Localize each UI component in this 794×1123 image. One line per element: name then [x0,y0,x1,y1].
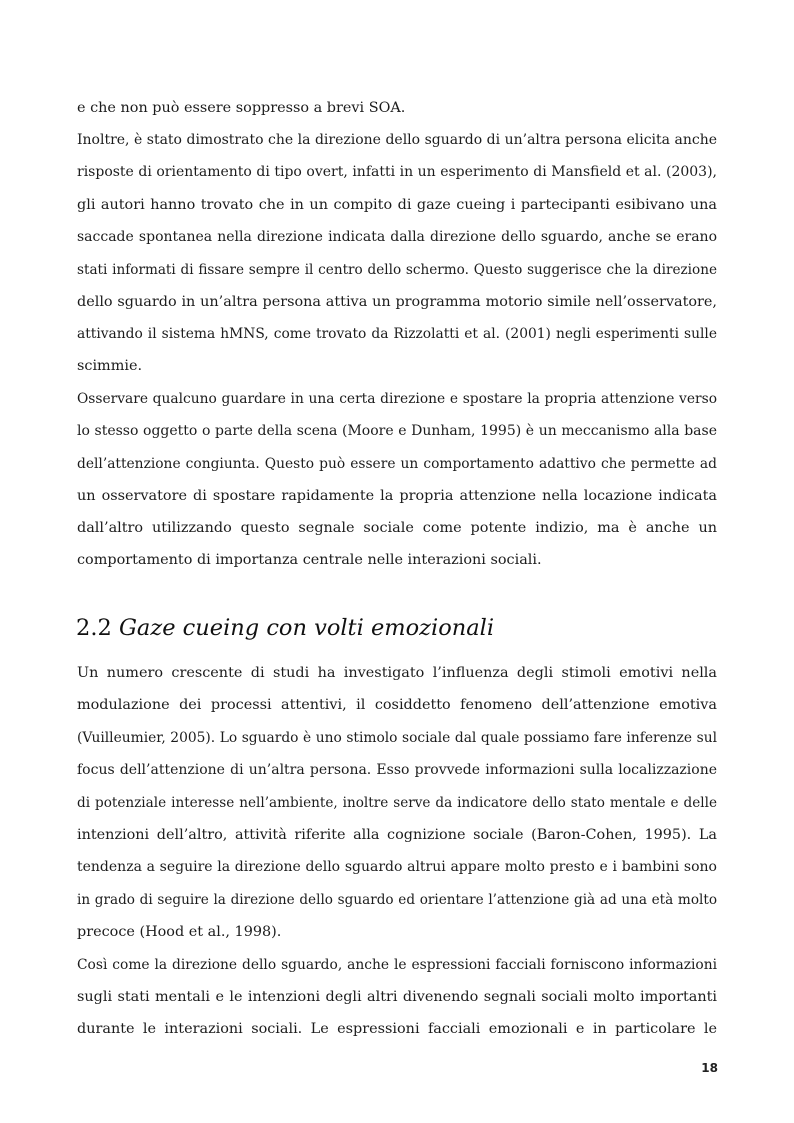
text-line: Inoltre, è stato dimostrato che la direzione dello sguardo di un’altra persona elicita anche [77,132,717,148]
text-line: (Vuilleumier, 2005). Lo sguardo è uno stimolo sociale dal quale possiamo fare inferenze sul [77,730,717,746]
text-line: stati informati di fissare sempre il centro dello schermo. Questo suggerisce che la direzione [77,262,717,278]
text-line: focus dell’attenzione di un’altra persona. Esso provvede informazioni sulla localizzazione [77,762,717,778]
text-line: in grado di seguire la direzione dello sguardo ed orientare l’attenzione già ad una età molto [77,892,717,908]
text-line: un osservatore di spostare rapidamente la propria attenzione nella locazione indicata [77,488,717,504]
text-line: risposte di orientamento di tipo overt, infatti in un esperimento di Mansfield et al. (2003), [77,164,717,180]
section-number: 2.2 [76,615,112,641]
text-line: Osservare qualcuno guardare in una certa direzione e spostare la propria attenzione verso [77,391,717,407]
text-line: modulazione dei processi attentivi, il cosiddetto fenomeno dell’attenzione emotiva [77,697,717,713]
section-heading [76,615,494,641]
text-line: tendenza a seguire la direzione dello sguardo altrui appare molto presto e i bambini sono [77,859,717,875]
text-line: saccade spontanea nella direzione indicata dalla direzione dello sguardo, anche se erano [77,229,717,245]
section-title: Gaze cueing con volti emozionali [118,615,495,641]
text-line: sugli stati mentali e le intenzioni degli altri divenendo segnali sociali molto importanti [77,989,717,1005]
text-line: scimmie. [77,358,143,374]
text-line: dell’attenzione congiunta. Questo può essere un comportamento adattivo che permette ad [77,456,717,472]
page-number: 18 [701,1061,718,1075]
text-line: attivando il sistema hMNS, come trovato da Rizzolatti et al. (2001) negli esperimenti sulle [77,326,717,342]
text-line: Così come la direzione dello sguardo, anche le espressioni facciali forniscono informazioni [77,957,717,973]
text-line: Un numero crescente di studi ha investigato l’influenza degli stimoli emotivi nella [77,665,717,681]
text-line: e che non può essere soppresso a brevi SOA. [77,100,406,116]
text-line: lo stesso oggetto o parte della scena (Moore e Dunham, 1995) è un meccanismo alla base [77,423,717,439]
text-line: comportamento di importanza centrale nelle interazioni sociali. [77,552,542,568]
text-line: precoce (Hood et al., 1998). [77,924,282,940]
text-line: gli autori hanno trovato che in un compito di gaze cueing i partecipanti esibivano una [77,197,717,213]
text-line: di potenziale interesse nell’ambiente, inoltre serve da indicatore dello stato mentale e delle [77,795,717,811]
text-line: intenzioni dell’altro, attività riferite alla cognizione sociale (Baron-Cohen, 1995). La [77,827,717,843]
text-line: dall’altro utilizzando questo segnale sociale come potente indizio, ma è anche un [77,520,717,536]
text-line: dello sguardo in un’altra persona attiva un programma motorio simile nell’osservatore, [77,294,717,310]
text-line: durante le interazioni sociali. Le espressioni facciali emozionali e in particolare le [77,1021,717,1037]
